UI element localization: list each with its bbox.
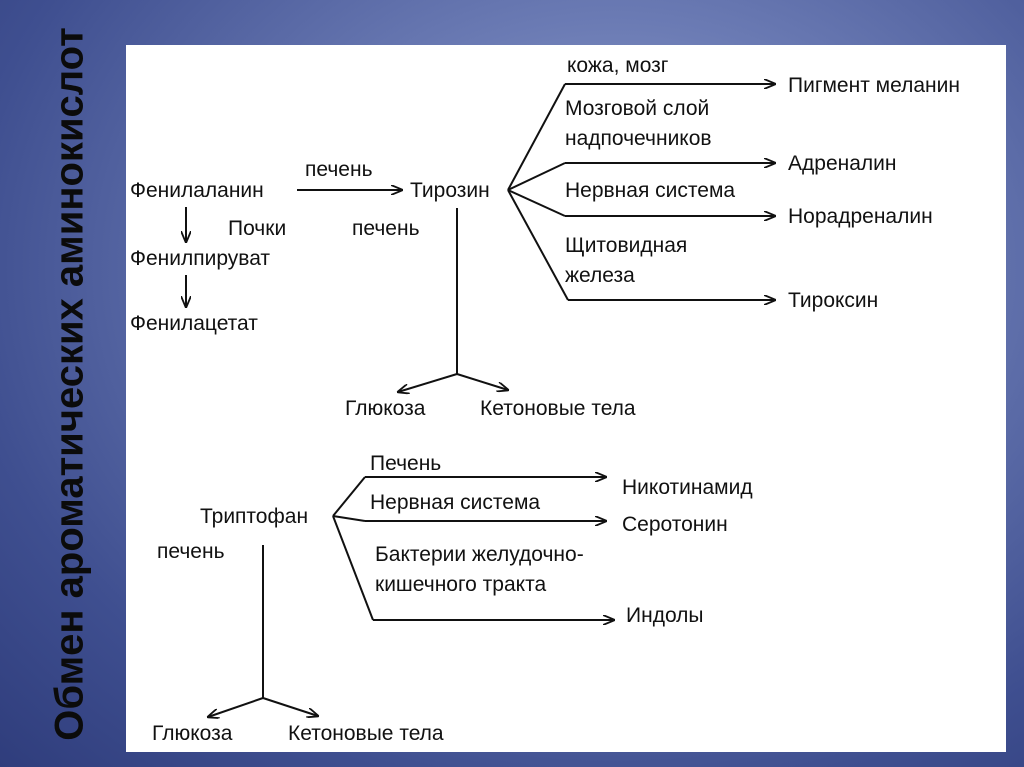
phenylalanine-label: Фенилаланин: [130, 179, 264, 202]
kidneys-label: Почки: [228, 217, 287, 240]
arrow-trp-ketone: [263, 698, 318, 716]
branch-to-nicotinamide: [333, 477, 365, 516]
thyroid-label-2: железа: [565, 264, 635, 287]
bacteria-label-1: Бактерии желудочно-: [375, 543, 584, 566]
adrenal-medulla-label-1: Мозговой слой: [565, 97, 710, 120]
branch-to-thyroxine: [508, 190, 568, 300]
skin-brain-label: кожа, мозг: [567, 54, 669, 77]
adrenal-medulla-label-2: надпочечников: [565, 127, 712, 150]
thyroxine-label: Тироксин: [788, 289, 879, 312]
tryptophan-label: Триптофан: [200, 505, 309, 528]
nervous-system-label-1: Нервная система: [565, 179, 736, 202]
indoles-label: Индолы: [626, 604, 704, 627]
thyroid-label-1: Щитовидная: [565, 234, 688, 257]
nicotinamide-label: Никотинамид: [622, 476, 753, 499]
bacteria-label-2: кишечного тракта: [375, 573, 547, 596]
liver-label-top: печень: [305, 158, 373, 181]
liver-label-trp: печень: [157, 540, 225, 563]
branch-to-noradrenaline: [508, 190, 565, 216]
phenylacetate-label: Фенилацетат: [130, 312, 258, 335]
adrenaline-label: Адреналин: [788, 152, 897, 175]
nervous-system-label-2: Нервная система: [370, 491, 541, 514]
ketone-bodies-label-1: Кетоновые тела: [480, 397, 636, 420]
arrow-tyr-ketone: [457, 374, 508, 390]
tyrosine-label: Тирозин: [410, 179, 490, 202]
glucose-label-1: Глюкоза: [345, 397, 426, 420]
arrow-trp-glucose: [208, 698, 263, 717]
branch-to-adrenaline: [508, 163, 565, 190]
branch-to-indoles: [333, 516, 373, 620]
melanin-label: Пигмент меланин: [788, 74, 960, 97]
liver-label-bottom: печень: [352, 217, 420, 240]
noradrenaline-label: Норадреналин: [788, 205, 933, 228]
slide-title: Обмен ароматических аминокислот: [47, 27, 92, 741]
phenylpyruvate-label: Фенилпируват: [130, 247, 271, 270]
glucose-label-2: Глюкоза: [152, 722, 233, 745]
arrow-tyr-glucose: [398, 374, 457, 392]
liver-caps-label: Печень: [370, 452, 442, 475]
branch-to-melanin: [508, 84, 565, 190]
ketone-bodies-label-2: Кетоновые тела: [288, 722, 444, 745]
branch-to-serotonin: [333, 516, 365, 521]
serotonin-label: Серотонин: [622, 513, 728, 536]
